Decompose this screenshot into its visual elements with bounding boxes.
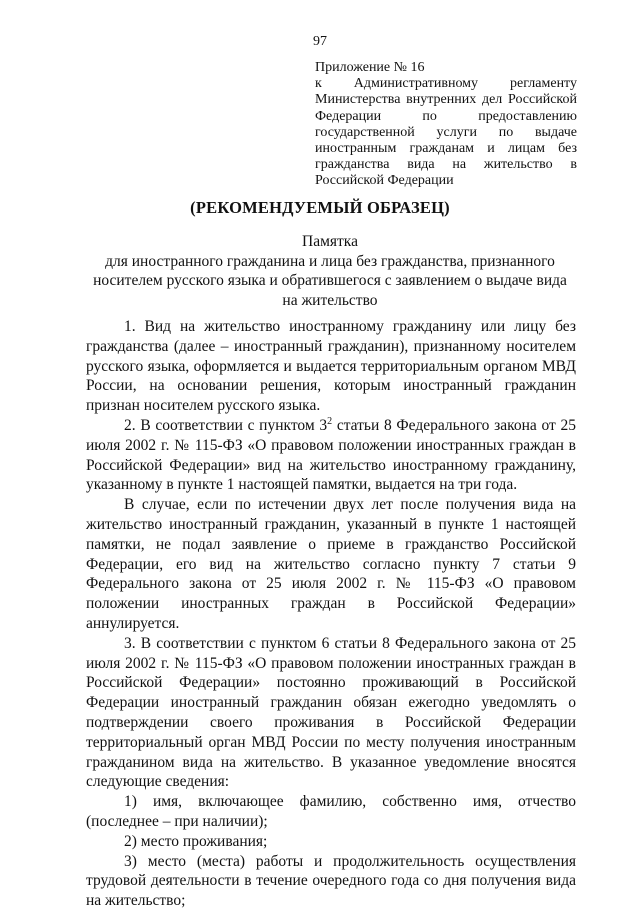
paragraph-2-start: 2. В соответствии с пунктом 3	[124, 416, 328, 434]
appendix-block	[315, 60, 577, 190]
appendix-text: к Административному регламенту Министерства внутренних дел Российской Федерации по предоставлению государственной услуги по выдаче иностранным гражданам и лицам без гражданства вида на жительство в Российской Федерации	[315, 76, 577, 189]
memo-body	[86, 317, 576, 911]
list-item-1: 1) имя, включающее фамилию, собственно имя, отчество (последнее – при наличии);	[86, 793, 576, 830]
memo-heading	[90, 232, 570, 310]
paragraph-3: В случае, если по истечении двух лет после получения вида на жительство иностранный гражданин, указанный в пункте 1 настоящей памятки, не подал заявление о приеме в гражданство Российской Федерации, его вид на жительство согласно пункту 7 статьи 9 Федерального закона от 25 июля 2002 г. № 115-ФЗ «О правовом положении иностранных граждан в Российской Федерации» аннулируется.	[86, 496, 576, 632]
sample-label: (РЕКОМЕНДУЕМЫЙ ОБРАЗЕЦ)	[190, 198, 450, 217]
paragraph-2-end: статьи 8 Федерального закона от 25 июля 2002 г. № 115-ФЗ «О правовом положении иностранных граждан в Российской Федерации» вид на жительство иностранному гражданину, указанному в пункте 1 настоящей памятки, выдается на три года.	[86, 416, 576, 494]
memo-title: Памятка	[302, 233, 358, 250]
list-item-3: 3) место (места) работы и продолжительность осуществления трудовой деятельности в течение очередного года со дня получения вида на жительство;	[86, 852, 576, 910]
paragraph-1: 1. Вид на жительство иностранному гражданину или лицу без гражданства (далее – иностранный гражданин), признанному носителем русского языка, оформляется и выдается территориальным органом МВД России, на основании решения, которым иностранный гражданин признан носителем русского языка.	[86, 318, 576, 415]
list-item-2: 2) место проживания;	[124, 832, 268, 850]
page-number: 97	[313, 34, 327, 49]
paragraph-2	[86, 416, 576, 495]
memo-subtitle: для иностранного гражданина и лица без гражданства, признанного носителем русского языка и обратившегося с заявлением о выдаче вида на жительство	[93, 252, 567, 309]
appendix-title: Приложение № 16	[315, 60, 425, 75]
paragraph-4: 3. В соответствии с пунктом 6 статьи 8 Федерального закона от 25 июля 2002 г. № 115-ФЗ «О правовом положении иностранных граждан в Российской Федерации» постоянно проживающий в Российской Федерации иностранный гражданин обязан ежегодно уведомлять о подтверждении своего проживания в Российской Федерации территориальный орган МВД России по месту получения иностранным гражданином вида на жительство. В указанное уведомление вносятся следующие сведения:	[86, 634, 576, 791]
paragraph-2-superscript: 2	[327, 415, 333, 427]
